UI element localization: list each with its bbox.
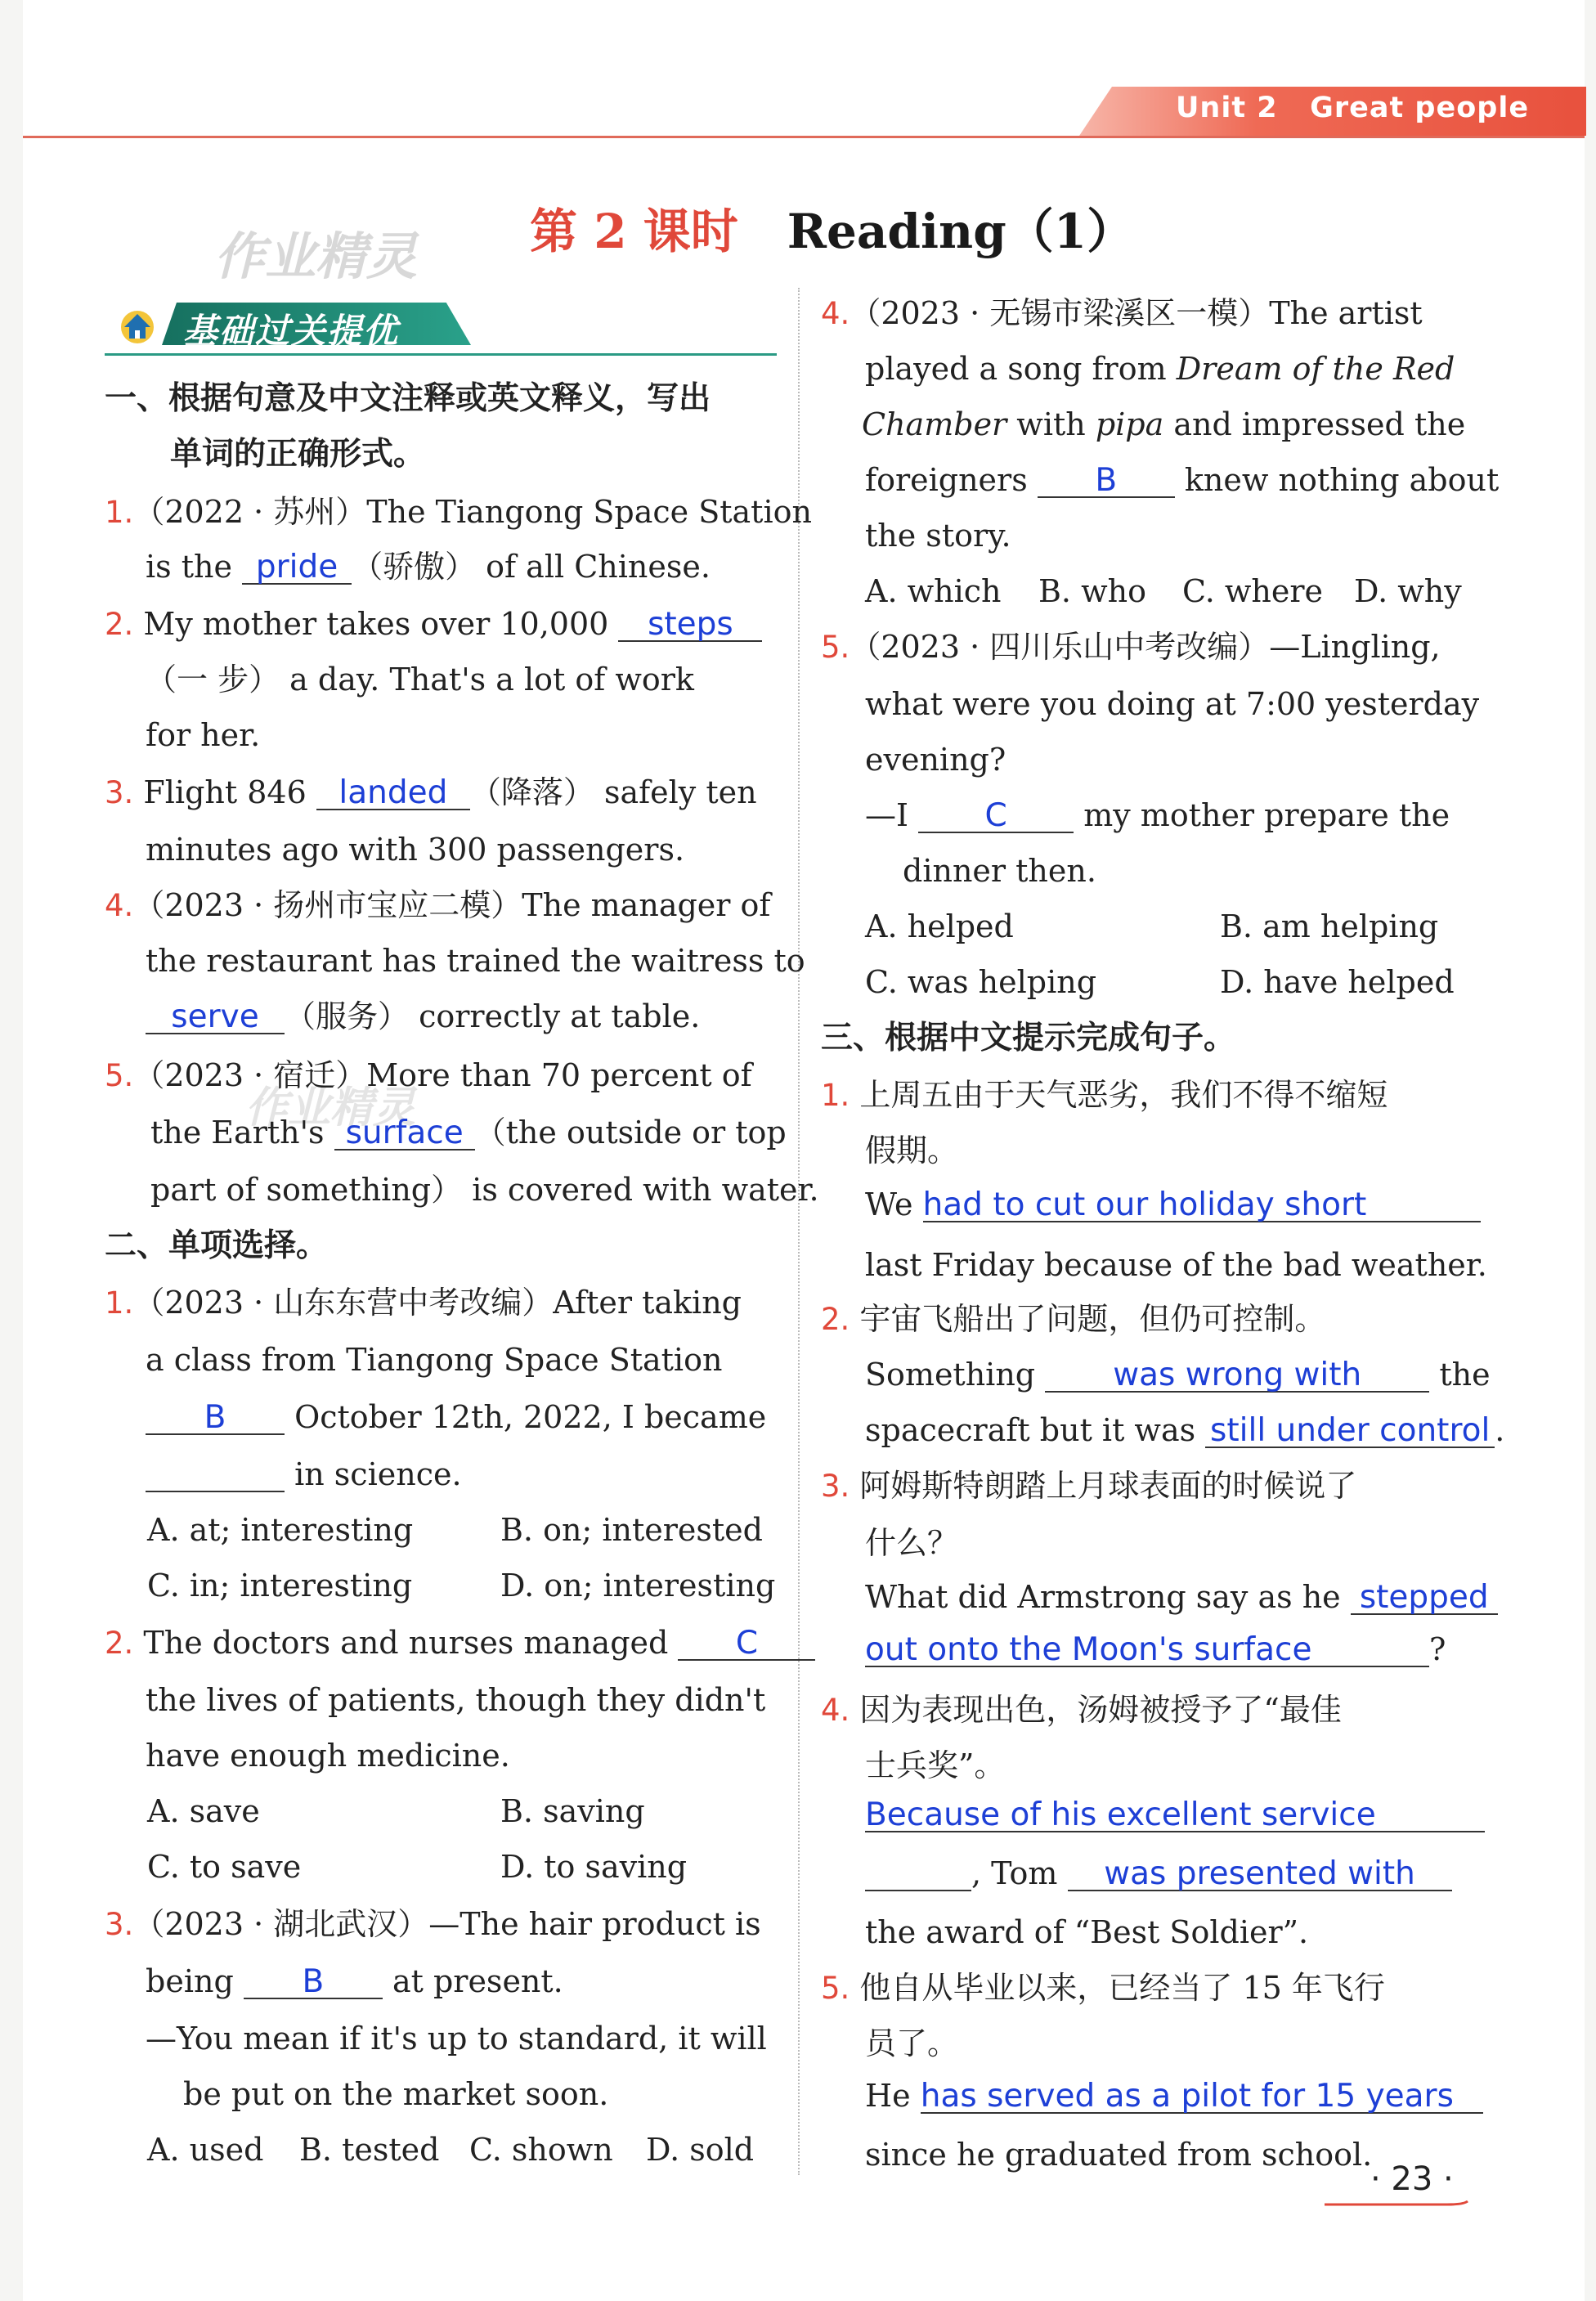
question-line: serve （服务） correctly at table.: [146, 1001, 700, 1034]
house-icon: [118, 306, 157, 345]
question-line: dinner then.: [903, 853, 1096, 889]
column-divider: [798, 288, 800, 2175]
answer-blank[interactable]: landed: [316, 777, 470, 810]
question: 5.（2023 · 宿迁）More than 70 percent of: [105, 1057, 752, 1093]
question-line: the award of “Best Soldier”.: [865, 1914, 1309, 1950]
option[interactable]: C. shown: [469, 2132, 613, 2168]
question: 4.（2023 · 无锡市梁溪区一模）The artist: [821, 295, 1423, 331]
question: 5. 他自从毕业以来，已经当了 15 年飞行: [821, 1970, 1385, 2006]
answer-blank[interactable]: out onto the Moon's surface: [865, 1634, 1429, 1667]
answer-blank-empty[interactable]: [146, 1459, 285, 1492]
question-line: 员了。: [865, 2025, 959, 2061]
question: 3. Flight 846 landed （降落） safely ten: [105, 774, 757, 811]
question: 1. 上周五由于天气恶劣，我们不得不缩短: [821, 1077, 1388, 1113]
option[interactable]: B. am helping: [1220, 908, 1439, 944]
option[interactable]: B. on; interested: [500, 1512, 763, 1548]
question: 1.（2023 · 山东东营中考改编）After taking: [105, 1285, 742, 1321]
answer-blank[interactable]: was presented with: [1068, 1858, 1452, 1891]
question-line: for her.: [146, 717, 261, 753]
option[interactable]: D. on; interesting: [500, 1568, 776, 1604]
option[interactable]: A. at; interesting: [147, 1512, 414, 1548]
question-line: Something was wrong with the: [865, 1357, 1491, 1393]
answer-blank[interactable]: had to cut our holiday short: [923, 1189, 1481, 1222]
section-banner: [105, 299, 479, 350]
option[interactable]: C. to save: [147, 1849, 302, 1885]
question-line: Chamber with pipa and impressed the: [862, 406, 1466, 442]
question: 1.（2022 · 苏州）The Tiangong Space Station: [105, 494, 812, 530]
question-line: be put on the market soon.: [183, 2076, 609, 2112]
answer-blank[interactable]: Because of his excellent service: [865, 1799, 1485, 1832]
question-line: （一 步） a day. That's a lot of work: [146, 662, 694, 697]
question: 3.（2023 · 湖北武汉）—The hair product is: [105, 1906, 761, 1942]
question-line: since he graduated from school.: [865, 2137, 1373, 2173]
question-line: the lives of patients, though they didn't: [146, 1682, 766, 1718]
unit-label: Unit 2 Great people: [1176, 92, 1530, 124]
question-line: 假期。: [865, 1133, 959, 1168]
answer-blank[interactable]: C: [678, 1627, 815, 1661]
question-line: foreigners B knew nothing about: [865, 462, 1500, 499]
option[interactable]: D. sold: [646, 2132, 755, 2168]
question-line: What did Armstrong say as he stepped: [865, 1581, 1498, 1615]
part1-heading-cont: 单词的正确形式。: [170, 436, 426, 473]
option[interactable]: C. where: [1182, 573, 1324, 609]
option[interactable]: A. helped: [865, 908, 1014, 944]
page-number: · 23 ·: [1370, 2160, 1454, 2198]
question-line: [865, 1796, 1485, 1833]
question: 5.（2023 · 四川乐山中考改编）—Lingling,: [821, 629, 1441, 665]
answer-blank[interactable]: B: [244, 1966, 383, 1999]
question-line: last Friday because of the bad weather.: [865, 1247, 1487, 1283]
question-line: He has served as a pilot for 15 years: [865, 2080, 1483, 2114]
answer-blank[interactable]: serve: [146, 1001, 285, 1034]
answer-blank[interactable]: pride: [242, 551, 352, 585]
option[interactable]: C. was helping: [865, 964, 1097, 1000]
question-line: in science.: [146, 1459, 462, 1492]
question: 4. 因为表现出色，汤姆被授予了“最佳: [821, 1692, 1342, 1728]
watermark-logo: 作业精灵: [214, 227, 418, 286]
header-rule: [23, 136, 1585, 138]
question-line: evening?: [865, 742, 1006, 778]
question-line: part of something） is covered with water.: [150, 1172, 819, 1208]
question: 2. 宇宙飞船出了问题，但仍可控制。: [821, 1301, 1326, 1337]
question: 2. The doctors and nurses managed C: [105, 1627, 815, 1661]
banner-label: 基础过关提优: [183, 311, 400, 351]
answer-blank[interactable]: steps: [618, 608, 762, 642]
question: 3. 阿姆斯特朗踏上月球表面的时候说了: [821, 1468, 1357, 1504]
answer-blank[interactable]: surface: [334, 1117, 475, 1150]
option[interactable]: B. who: [1038, 573, 1146, 609]
question-line: —You mean if it's up to standard, it will: [146, 2021, 767, 2057]
part1-heading: 一、根据句意及中文注释或英文释义，写出: [105, 380, 711, 417]
question-line: minutes ago with 300 passengers.: [146, 832, 685, 868]
banner-rule: [105, 353, 777, 356]
question-line: being B at present.: [146, 1963, 563, 2000]
answer-blank[interactable]: stepped: [1351, 1581, 1498, 1615]
question-line: out onto the Moon's surface ?: [865, 1631, 1446, 1668]
option[interactable]: D. why: [1354, 573, 1462, 609]
option[interactable]: A. save: [147, 1793, 260, 1829]
answer-blank[interactable]: B: [146, 1402, 285, 1435]
option[interactable]: A. which: [865, 573, 1002, 609]
page-number-swoosh: [1325, 2200, 1480, 2208]
option[interactable]: A. used: [147, 2132, 264, 2168]
question-line: the story.: [865, 518, 1011, 554]
answer-blank[interactable]: has served as a pilot for 15 years: [921, 2080, 1483, 2114]
question-line: the restaurant has trained the waitress to: [146, 943, 805, 979]
question: 4.（2023 · 扬州市宝应二模）The manager of: [105, 887, 771, 923]
option[interactable]: D. have helped: [1220, 964, 1455, 1000]
question-line: , Tom was presented with: [865, 1858, 1452, 1891]
question-line: —I C my mother prepare the: [865, 797, 1450, 834]
option[interactable]: B. tested: [299, 2132, 440, 2168]
part3-heading: 三、根据中文提示完成句子。: [821, 1020, 1236, 1056]
question-line: a class from Tiangong Space Station: [146, 1342, 723, 1378]
question-line: have enough medicine.: [146, 1738, 510, 1774]
answer-blank-cont[interactable]: [865, 1858, 971, 1891]
question: 2. My mother takes over 10,000 steps: [105, 608, 762, 642]
question-line: 士兵奖”。: [865, 1747, 1006, 1783]
part2-heading: 二、单项选择。: [105, 1227, 329, 1264]
answer-blank[interactable]: still under control: [1205, 1415, 1495, 1448]
option[interactable]: C. in; interesting: [147, 1568, 413, 1604]
option[interactable]: D. to saving: [500, 1849, 688, 1885]
watermark-logo: 作业精灵: [245, 1083, 416, 1133]
question-line: B October 12th, 2022, I became: [146, 1402, 766, 1435]
page-title: 第 2 课时 Reading（1）: [530, 204, 1135, 259]
question-line: spacecraft but it was still under control .: [865, 1412, 1505, 1449]
question-line: the Earth's surface （the outside or top: [150, 1115, 787, 1151]
answer-blank[interactable]: B: [1038, 464, 1175, 498]
question-line: played a song from Dream of the Red: [865, 351, 1455, 387]
option[interactable]: B. saving: [500, 1793, 645, 1829]
answer-blank[interactable]: C: [918, 800, 1074, 833]
question-line: We had to cut our holiday short: [865, 1189, 1481, 1222]
question-line: what were you doing at 7:00 yesterday: [865, 686, 1480, 722]
question-line: is the pride （骄傲） of all Chinese.: [146, 549, 711, 585]
answer-blank[interactable]: was wrong with: [1045, 1359, 1429, 1393]
question-line: 什么？: [865, 1525, 959, 1561]
